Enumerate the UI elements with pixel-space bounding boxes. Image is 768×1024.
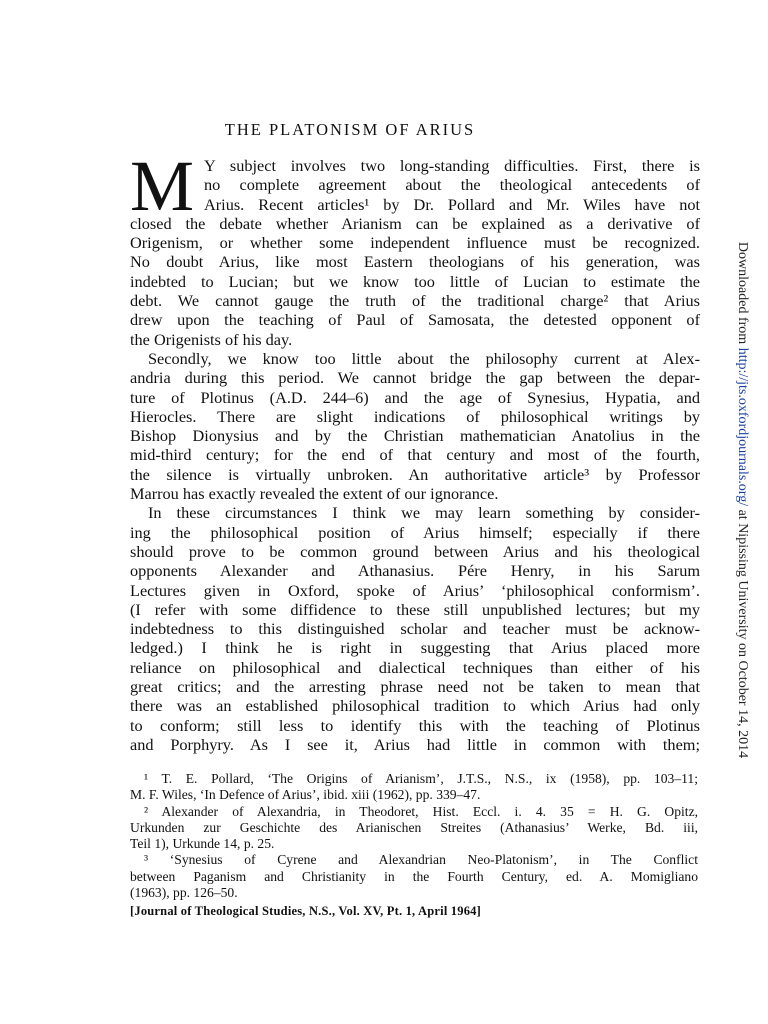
- footnote-line: (1963), pp. 126–50.: [130, 885, 238, 901]
- paragraph-3: [130, 503, 700, 754]
- text-line: no complete agreement about the theological antecedents of: [204, 175, 700, 195]
- text-line: Secondly, we know too little about the philosophy current at Alex-: [148, 348, 700, 368]
- watermark-prefix: Downloaded from: [735, 241, 750, 348]
- watermark-link[interactable]: http://jts.oxfordjournals.org/: [735, 347, 750, 507]
- text-line: drew upon the teaching of Paul of Samosata, the detested opponent of: [130, 310, 700, 330]
- text-line: Marrou has exactly revealed the extent of our ignorance.: [130, 484, 499, 504]
- text-line: the silence is virtually unbroken. An authoritative article³ by Professor: [130, 464, 700, 484]
- text-line: reliance on philosophical and dialectical techniques than either of his: [130, 657, 700, 677]
- text-line: indebtedness to this distinguished scholar and teacher must be acknow-: [130, 619, 700, 639]
- text-line: ledged.) I think he is right in suggesting that Arius placed more: [130, 638, 700, 658]
- text-line: closed the debate whether Arianism can be explained as a derivative of: [130, 213, 700, 233]
- drop-cap: M: [130, 146, 195, 226]
- footnotes: [130, 771, 698, 901]
- text-line: should prove to be common ground between Arius and his theological: [130, 541, 700, 561]
- text-line: andria during this period. We cannot bridge the gap between the depar-: [130, 368, 700, 388]
- text-line: debt. We cannot gauge the truth of the traditional charge² that Arius: [130, 291, 700, 311]
- text-line: indebted to Lucian; but we know too little of Lucian to estimate the: [130, 271, 700, 291]
- text-line: mid-third century; for the end of that century and most of the fourth,: [130, 445, 700, 465]
- text-line: Hierocles. There are slight indications of philosophical writings by: [130, 406, 700, 426]
- download-watermark: [734, 242, 750, 758]
- text-line: Arius. Recent articles¹ by Dr. Pollard and Mr. Wiles have not: [204, 194, 700, 214]
- watermark-suffix: at Nipissing University on October 14, 2014: [735, 506, 750, 759]
- text-line: ture of Plotinus (A.D. 244–6) and the age of Synesius, Hypatia, and: [130, 387, 700, 407]
- footnote-line: ¹ T. E. Pollard, ‘The Origins of Arianism’, J.T.S., N.S., ix (1958), pp. 103–11;: [144, 771, 698, 786]
- text-line: to conform; still less to identify this with the teaching of Plotinus: [130, 715, 700, 735]
- text-line: there was an established philosophical tradition to which Arius had only: [130, 696, 700, 716]
- footnote-line: Urkunden zur Geschichte des Arianischen Streites (Athanasius’ Werke, Bd. iii,: [130, 819, 698, 835]
- text-line: great critics; and the arresting phrase need not be taken to mean that: [130, 677, 700, 697]
- footnote-line: ² Alexander of Alexandria, in Theodoret, Hist. Eccl. i. 4. 35 = H. G. Opitz,: [144, 803, 698, 819]
- text-line: the Origenists of his day.: [130, 329, 293, 349]
- text-line: opponents Alexander and Athanasius. Pére Henry, in his Sarum: [130, 561, 700, 581]
- text-line: Lectures given in Oxford, spoke of Arius’ ‘philosophical conformism’.: [130, 580, 700, 600]
- text-line: (I refer with some diffidence to these still unpublished lectures; but my: [130, 599, 700, 619]
- text-line: ing the philosophical position of Arius himself; especially if there: [130, 522, 700, 542]
- journal-citation: [Journal of Theological Studies, N.S., Vol. XV, Pt. 1, April 1964]: [130, 904, 481, 918]
- page-title: THE PLATONISM OF ARIUS: [224, 120, 476, 139]
- footnote-line: ³ ‘Synesius of Cyrene and Alexandrian Neo-Platonism’, in The Conflict: [144, 852, 698, 868]
- text-line: Origenism, or whether some independent influence must be recognized.: [130, 233, 700, 253]
- footnote-line: M. F. Wiles, ‘In Defence of Arius’, ibid. xiii (1962), pp. 339–47.: [130, 787, 481, 803]
- text-line: In these circumstances I think we may learn something by consider-: [148, 503, 700, 523]
- body-text: [130, 156, 700, 754]
- footnote-line: between Paganism and Christianity in the Fourth Century, ed. A. Momigliano: [130, 868, 698, 884]
- text-line: Y subject involves two long-standing difficulties. First, there is: [204, 156, 700, 175]
- paragraph-2: [130, 349, 700, 503]
- paragraph-1: [130, 156, 700, 349]
- text-line: Bishop Dionysius and by the Christian mathematician Anatolius in the: [130, 426, 700, 446]
- text-line: and Porphyry. As I see it, Arius had little in common with them;: [130, 734, 700, 754]
- text-line: No doubt Arius, like most Eastern theologians of his generation, was: [130, 252, 700, 272]
- footnote-line: Teil 1), Urkunde 14, p. 25.: [130, 836, 275, 852]
